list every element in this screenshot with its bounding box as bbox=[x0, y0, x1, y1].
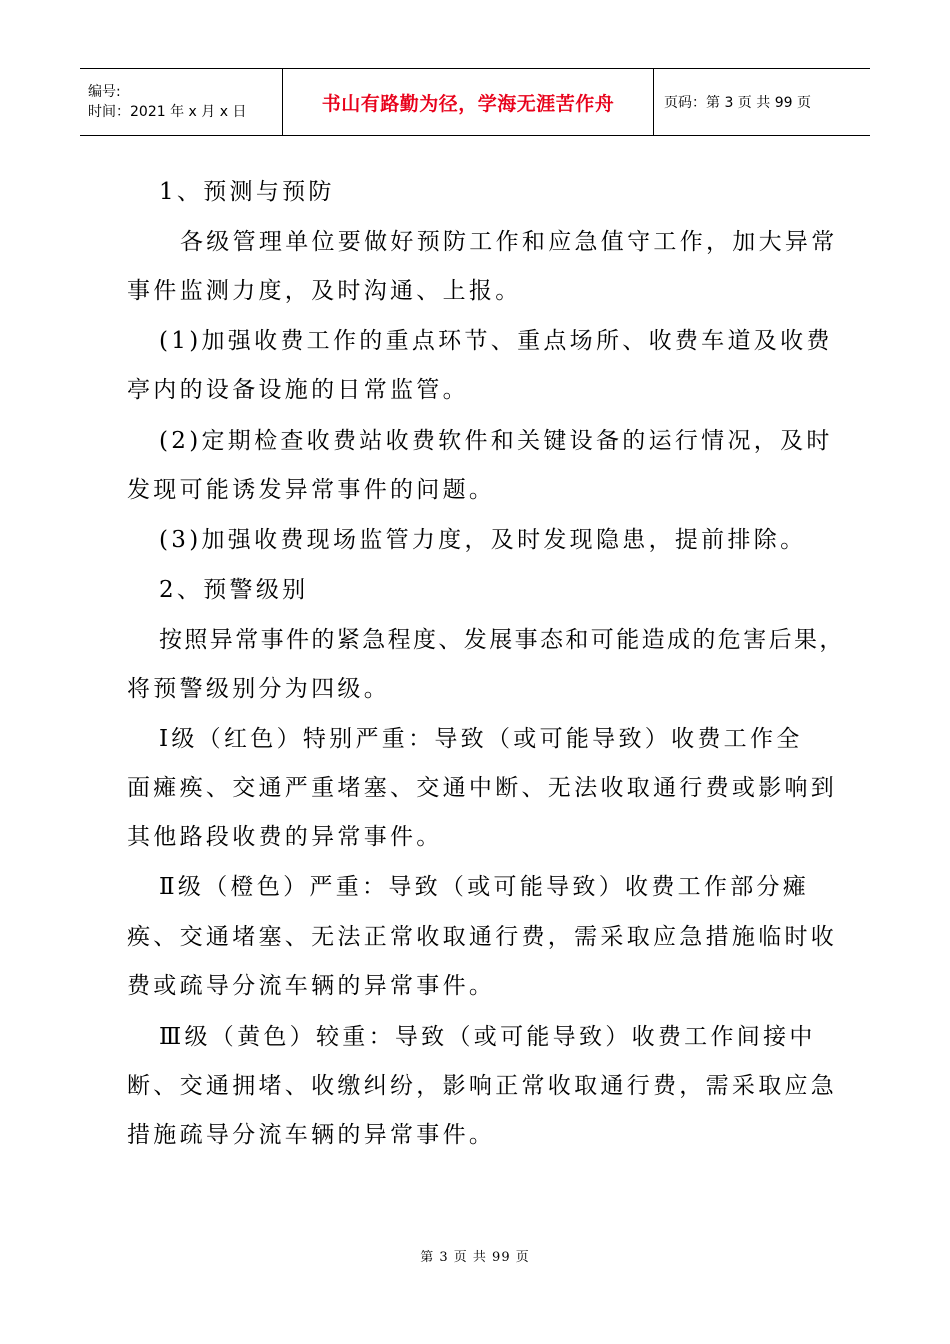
header-page-number: 页码：第 3 页 共 99 页 bbox=[664, 95, 811, 111]
header-page-cell bbox=[654, 69, 870, 135]
paragraph-line: (2)定期检查收费站收费软件和关键设备的运行情况，及时 bbox=[159, 428, 833, 454]
paragraph-line: Ⅲ级（黄色）较重：导致（或可能导致）收费工作间接中 bbox=[159, 1024, 816, 1050]
paragraph-line: 面瘫痪、交通严重堵塞、交通中断、无法收取通行费或影响到 bbox=[127, 775, 838, 801]
paragraph-line: 断、交通拥堵、收缴纠纷，影响正常收取通行费，需采取应急 bbox=[127, 1073, 838, 1099]
paragraph-line: (3)加强收费现场监管力度，及时发现隐患，提前排除。 bbox=[159, 527, 807, 553]
paragraph-line: 费或疏导分流车辆的异常事件。 bbox=[127, 973, 496, 999]
paragraph-line: 亭内的设备设施的日常监管。 bbox=[127, 377, 469, 403]
paragraph-line: 措施疏导分流车辆的异常事件。 bbox=[127, 1122, 496, 1148]
paragraph-line: 事件监测力度，及时沟通、上报。 bbox=[127, 278, 522, 304]
paragraph-line: 将预警级别分为四级。 bbox=[127, 676, 390, 702]
section-heading: 1、预测与预防 bbox=[159, 179, 335, 205]
document-number-label: 编号: bbox=[88, 84, 121, 100]
paragraph-line: Ⅰ级（红色）特别严重：导致（或可能导致）收费工作全 bbox=[159, 726, 803, 752]
paragraph-line: Ⅱ级（橙色）严重：导致（或可能导致）收费工作部分瘫 bbox=[159, 874, 810, 900]
page-header bbox=[80, 68, 870, 136]
paragraph-line: 各级管理单位要做好预防工作和应急值守工作，加大异常 bbox=[180, 229, 838, 255]
header-motto-cell bbox=[283, 69, 654, 135]
paragraph-line: 按照异常事件的紧急程度、发展事态和可能造成的危害后果， bbox=[159, 627, 845, 653]
document-date: 时间：2021 年 x 月 x 日 bbox=[88, 104, 247, 120]
header-motto: 书山有路勤为径，学海无涯苦作舟 bbox=[321, 92, 615, 115]
paragraph-line: 发现可能诱发异常事件的问题。 bbox=[127, 477, 496, 503]
page-footer: 第 3 页 共 99 页 bbox=[420, 1250, 530, 1265]
header-meta bbox=[80, 69, 283, 135]
section-heading: 2、预警级别 bbox=[159, 577, 309, 603]
paragraph-line: 其他路段收费的异常事件。 bbox=[127, 824, 443, 850]
paragraph-line: 痪、交通堵塞、无法正常收取通行费，需采取应急措施临时收 bbox=[127, 924, 838, 950]
paragraph-line: (1)加强收费工作的重点环节、重点场所、收费车道及收费 bbox=[159, 328, 833, 354]
